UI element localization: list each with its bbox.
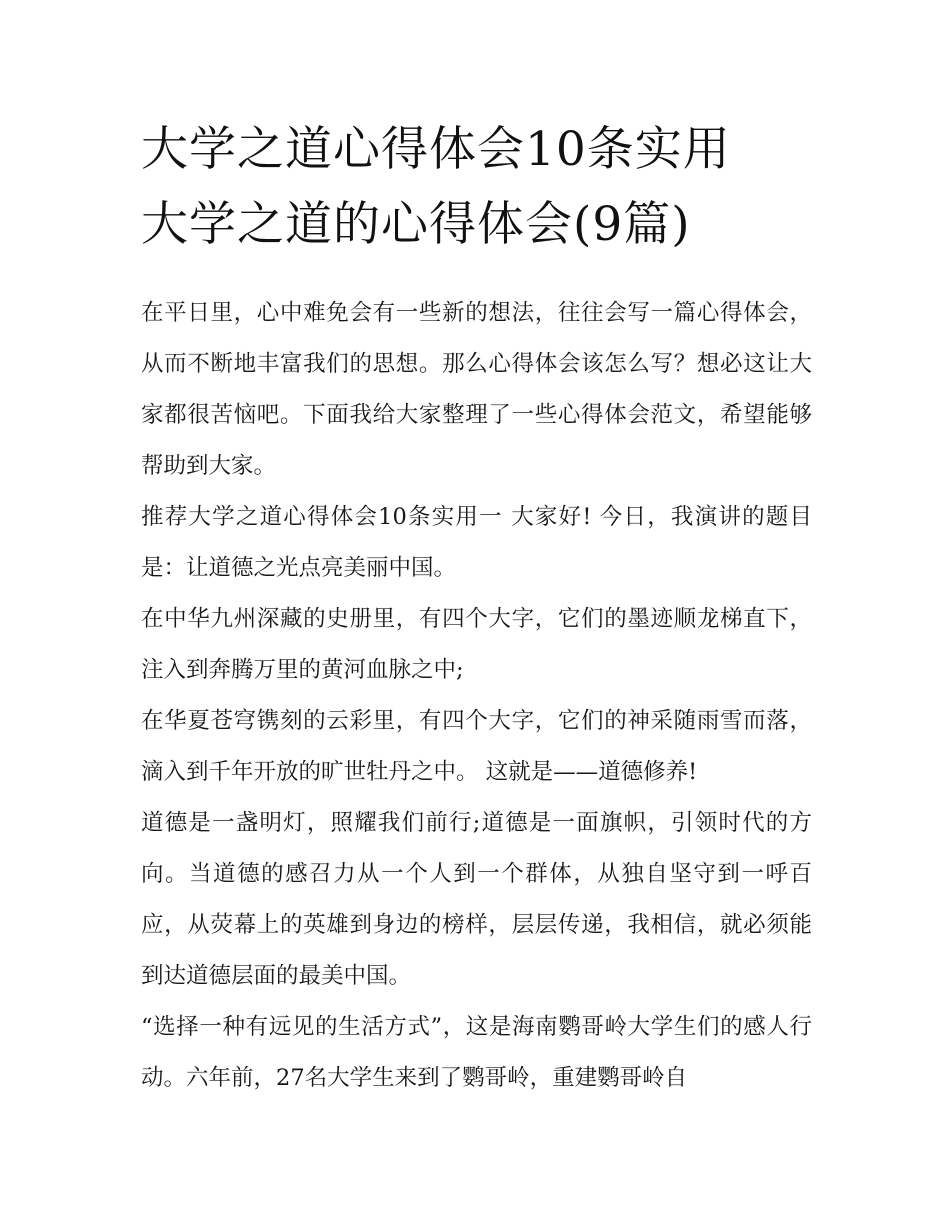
paragraph: 推荐大学之道心得体会10条实用一 大家好! 今日，我演讲的题目是：让道德之光点亮美丽中国。 [141, 504, 812, 581]
title-line-2: 大学之道的心得体会(9篇) [141, 197, 691, 252]
document-title [141, 112, 812, 262]
paragraph: “选择一种有远见的生活方式”，这是海南鹦哥岭大学生们的感人行动。六年前，27名大学生来到了鹦哥岭，重建鹦哥岭自 [141, 1014, 812, 1091]
paragraph: 在华夏苍穹镌刻的云彩里，有四个大字，它们的神采随雨雪而落，滴入到千年开放的旷世牡丹之中。 这就是——道德修养! [141, 708, 812, 785]
document-body [141, 288, 812, 1104]
paragraph: 在中华九州深藏的史册里，有四个大字，它们的墨迹顺龙梯直下，注入到奔腾万里的黄河血脉之中; [141, 606, 812, 683]
paragraph: 道德是一盏明灯，照耀我们前行;道德是一面旗帜，引领时代的方向。当道德的感召力从一个人到一个群体，从独自坚守到一呼百应，从荧幕上的英雄到身边的榜样，层层传递，我相信，就必须能到达道德层面的最美中国。 [141, 810, 812, 989]
title-line-1: 大学之道心得体会10条实用 [141, 122, 731, 177]
paragraph: 在平日里，心中难免会有一些新的想法，往往会写一篇心得体会，从而不断地丰富我们的思想。那么心得体会该怎么写？想必这让大家都很苦恼吧。下面我给大家整理了一些心得体会范文，希望能够帮助到大家。 [141, 300, 812, 479]
